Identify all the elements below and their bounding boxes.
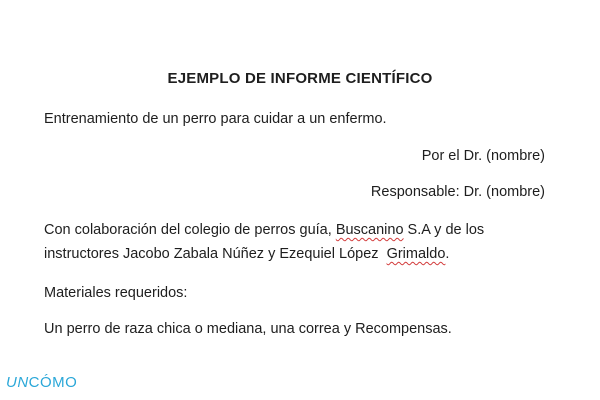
materials-text: Un perro de raza chica o mediana, una correa y Recompensas. bbox=[44, 321, 452, 337]
materials-heading: Materiales requeridos: bbox=[44, 285, 188, 301]
logo-como: CÓMO bbox=[28, 374, 78, 391]
responsible-line: Responsable: Dr. (nombre) bbox=[370, 184, 545, 200]
author-line: Por el Dr. (nombre) bbox=[421, 148, 545, 164]
collaboration-paragraph bbox=[44, 218, 484, 266]
logo-un: UN bbox=[6, 374, 29, 391]
collab-period: . bbox=[445, 246, 450, 262]
uncomo-logo bbox=[6, 374, 77, 391]
document-title: EJEMPLO DE INFORME CIENTÍFICO bbox=[167, 70, 433, 87]
collaboration-line-2 bbox=[44, 242, 484, 266]
collab-space bbox=[379, 246, 387, 262]
collaboration-line-1 bbox=[44, 218, 484, 242]
subject-line: Entrenamiento de un perro para cuidar a un enfermo. bbox=[44, 111, 387, 127]
collab-text-2a: instructores Jacobo Zabala Núñez y Ezequiel bbox=[44, 246, 339, 262]
collab-text-1a: Con colaboración del colegio de perros guía, bbox=[44, 222, 336, 238]
collab-surname-grimaldo: Grimaldo bbox=[386, 246, 446, 262]
collab-surname-lopez: López bbox=[339, 246, 379, 262]
collab-company-name: Buscanino bbox=[335, 222, 404, 238]
collab-text-1c: S.A y de los bbox=[403, 222, 485, 238]
